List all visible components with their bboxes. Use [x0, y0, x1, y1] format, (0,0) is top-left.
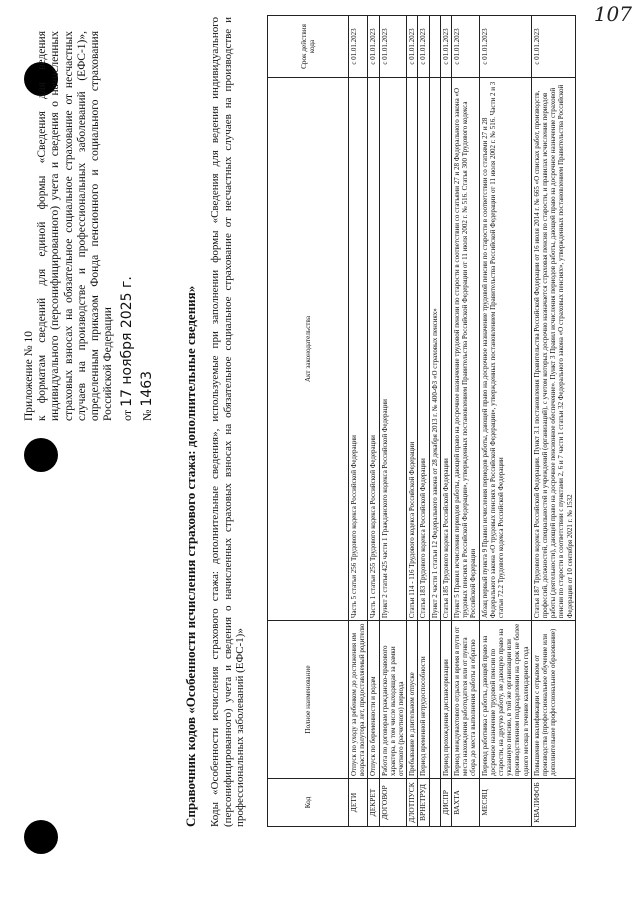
code-cell: ВРНЕТРУД	[418, 779, 429, 827]
rotated-document-page	[5, 15, 625, 895]
document-title: Справочник кодов «Особенности исчисления страхового стажа: дополнительные сведения»	[183, 285, 198, 827]
name-cell: Работа по договорам гражданско-правового характера, в том числе выходящая за рамки отчетного (расчетного) периода	[379, 621, 407, 779]
term-cell: с 01.01.2023	[479, 16, 531, 78]
act-cell: Абзац первый пункта 9 Правил исчисления периодов работы, дающей право на досрочное назначение трудовой пенсии по старости в соответствии со статьями 27 и 28 Федерального закона «О трудовых пенсиях в Российской Федерации», утвержденных постановлением Правительства Российской Федерации от 11 июля 2002 г. № 516. Части 2 и 3 статьи 72.2 Трудового кодекса Российской Федерации	[479, 77, 531, 620]
header-code: Код	[268, 779, 349, 827]
appendix-text: к форматам сведений для единой формы «Сведения для ведения индивидуального (персонифицированного) учета и сведения о начисленных страховых взносах на обязательное социальное страхование от несчастных случаев на производстве и профессиональных заболеваний (ЕФС-1)», определенным приказом Фонда пенсионного и социального страхования Российской Федерации	[36, 31, 115, 421]
table-row	[479, 16, 531, 827]
name-cell	[429, 621, 440, 779]
date-from-label: от	[120, 409, 135, 421]
header-term: Срок действия кода	[268, 16, 349, 78]
code-cell: ДИСПР	[440, 779, 451, 827]
term-cell: с 01.01.2023	[440, 16, 451, 78]
table-row	[368, 16, 379, 827]
term-cell: с 01.01.2023	[349, 16, 368, 78]
appendix-number: 1463	[138, 370, 155, 407]
appendix-label: Приложение № 10	[23, 331, 35, 421]
header-name: Полное наименование	[268, 621, 349, 779]
table-row	[440, 16, 451, 827]
appendix-date-row	[121, 31, 134, 421]
term-cell: с 01.01.2023	[452, 16, 480, 78]
act-cell: Пункт 2 части 1 статьи 12 Федерального закона от 28 декабря 2013 г. № 400-ФЗ «О страховых пенсиях»	[429, 77, 440, 620]
code-cell: ДОГОВОР	[379, 779, 407, 827]
term-cell	[429, 16, 440, 78]
term-cell: с 01.01.2023	[368, 16, 379, 78]
name-cell: Период временной нетрудоспособности	[418, 621, 429, 779]
table-row	[452, 16, 480, 827]
code-cell: МЕСЯЦ	[479, 779, 531, 827]
term-cell: с 01.01.2023	[379, 16, 407, 78]
name-cell: Период междувахтового отдыха и время в пути от места нахождения работодателя или от пункта сбора до места выполнения работы и обратно	[452, 621, 480, 779]
act-cell: Статьи 114 - 116 Трудового кодекса Российской Федерации	[407, 77, 418, 620]
name-cell: Пребывание в длительном отпуске	[407, 621, 418, 779]
act-cell: Пункт 5 Правил исчисления периодов работы, дающей право на досрочное назначение трудовой пенсии по старости в соответствии со статьями 27 и 28 Федерального закона «О трудовых пенсиях в Российской Федерации», утвержденных постановлением Правительства Российской Федерации от 11 июля 2002 г. № 516. Статья 300 Трудового кодекса Российской Федерации	[452, 77, 480, 620]
table-header-row	[268, 16, 349, 827]
code-cell: ДЕКРЕТ	[368, 779, 379, 827]
table-row	[531, 16, 575, 827]
codes-table	[267, 15, 576, 827]
code-cell: ВАХТА	[452, 779, 480, 827]
act-cell: Часть 5 статьи 256 Трудового кодекса Российской Федерации	[349, 77, 368, 620]
name-cell: Отпуск по беременности и родам	[368, 621, 379, 779]
code-cell: ДЕТИ	[349, 779, 368, 827]
act-cell: Пункт 2 статьи 425 части 1 Гражданского кодекса Российской Федерации	[379, 77, 407, 620]
table-row	[407, 16, 418, 827]
term-cell: с 01.01.2023	[531, 16, 575, 78]
act-cell: Статья 183 Трудового кодекса Российской Федерации	[418, 77, 429, 620]
name-cell: Повышение квалификации с отрывом от производства (профессиональное обучение или дополнительное профессиональное образование)	[531, 621, 575, 779]
appendix-block	[23, 31, 154, 421]
appendix-date: 17 ноября 2025 г.	[119, 276, 136, 407]
term-cell: с 01.01.2023	[418, 16, 429, 78]
header-act: Акт законодательства	[268, 77, 349, 620]
code-cell: ДЛОТПУСК	[407, 779, 418, 827]
code-cell: КВАЛИФОБ	[531, 779, 575, 827]
table-row	[418, 16, 429, 827]
appendix-number-row	[138, 31, 155, 421]
handwritten-page-number: 107	[593, 2, 632, 26]
table-row	[349, 16, 368, 827]
act-cell: Статья 185 Трудового кодекса Российской Федерации	[440, 77, 451, 620]
name-cell: Отпуск по уходу за ребенком до достижения им возраста полутора лет, предоставляемый родителю	[349, 621, 368, 779]
table-row	[429, 16, 440, 827]
name-cell: Перевод работника с работы, дающей право на досрочное назначение трудовой пенсии по старости, на другую работу, не дающую право на указанную пенсию, в той же организации или производственном подразделении на срок не более одного месяца в течение календарного года	[479, 621, 531, 779]
document-intro: Коды «Особенности исчисления страхового стажа: дополнительные сведения», используемые при заполнении формы «Сведения для ведения индивидуального (персонифицированного) учета и сведения о начисленных страховых взносах на обязательное социальное страхование от несчастных случаев на производстве и профессиональных заболеваний (ЕФС-1)»	[209, 17, 246, 827]
name-cell: Период прохождения диспансеризации	[440, 621, 451, 779]
number-label: №	[139, 409, 154, 421]
act-cell: Статья 187 Трудового кодекса Российской Федерации. Пункт 3.1 постановления Правительства Российской Федерации от 16 июля 2014 г. № 665 «О списках работ, производств, профессий, должностей, специальностей и учреждений (организаций), с учетом которых досрочно назначается страховая пенсия по старости, и правилах исчисления периодов работы (деятельности), дающей право на досрочное пенсионное обеспечение». Пункт 3 Правил исчисления периодов работы, дающей право на досрочное назначение страховой пенсии по старости в соответствии с пунктами 2, 6 и 7 части 1 статьи 32 Федерального закона «О страховых пенсиях», утвержденных постановлением Правительства Российской Федерации от 10 сентября 2021 г. № 1532	[531, 77, 575, 620]
act-cell: Часть 1 статьи 255 Трудового кодекса Российской Федерации	[368, 77, 379, 620]
term-cell: с 01.01.2023	[407, 16, 418, 78]
table-row	[379, 16, 407, 827]
code-cell	[429, 779, 440, 827]
